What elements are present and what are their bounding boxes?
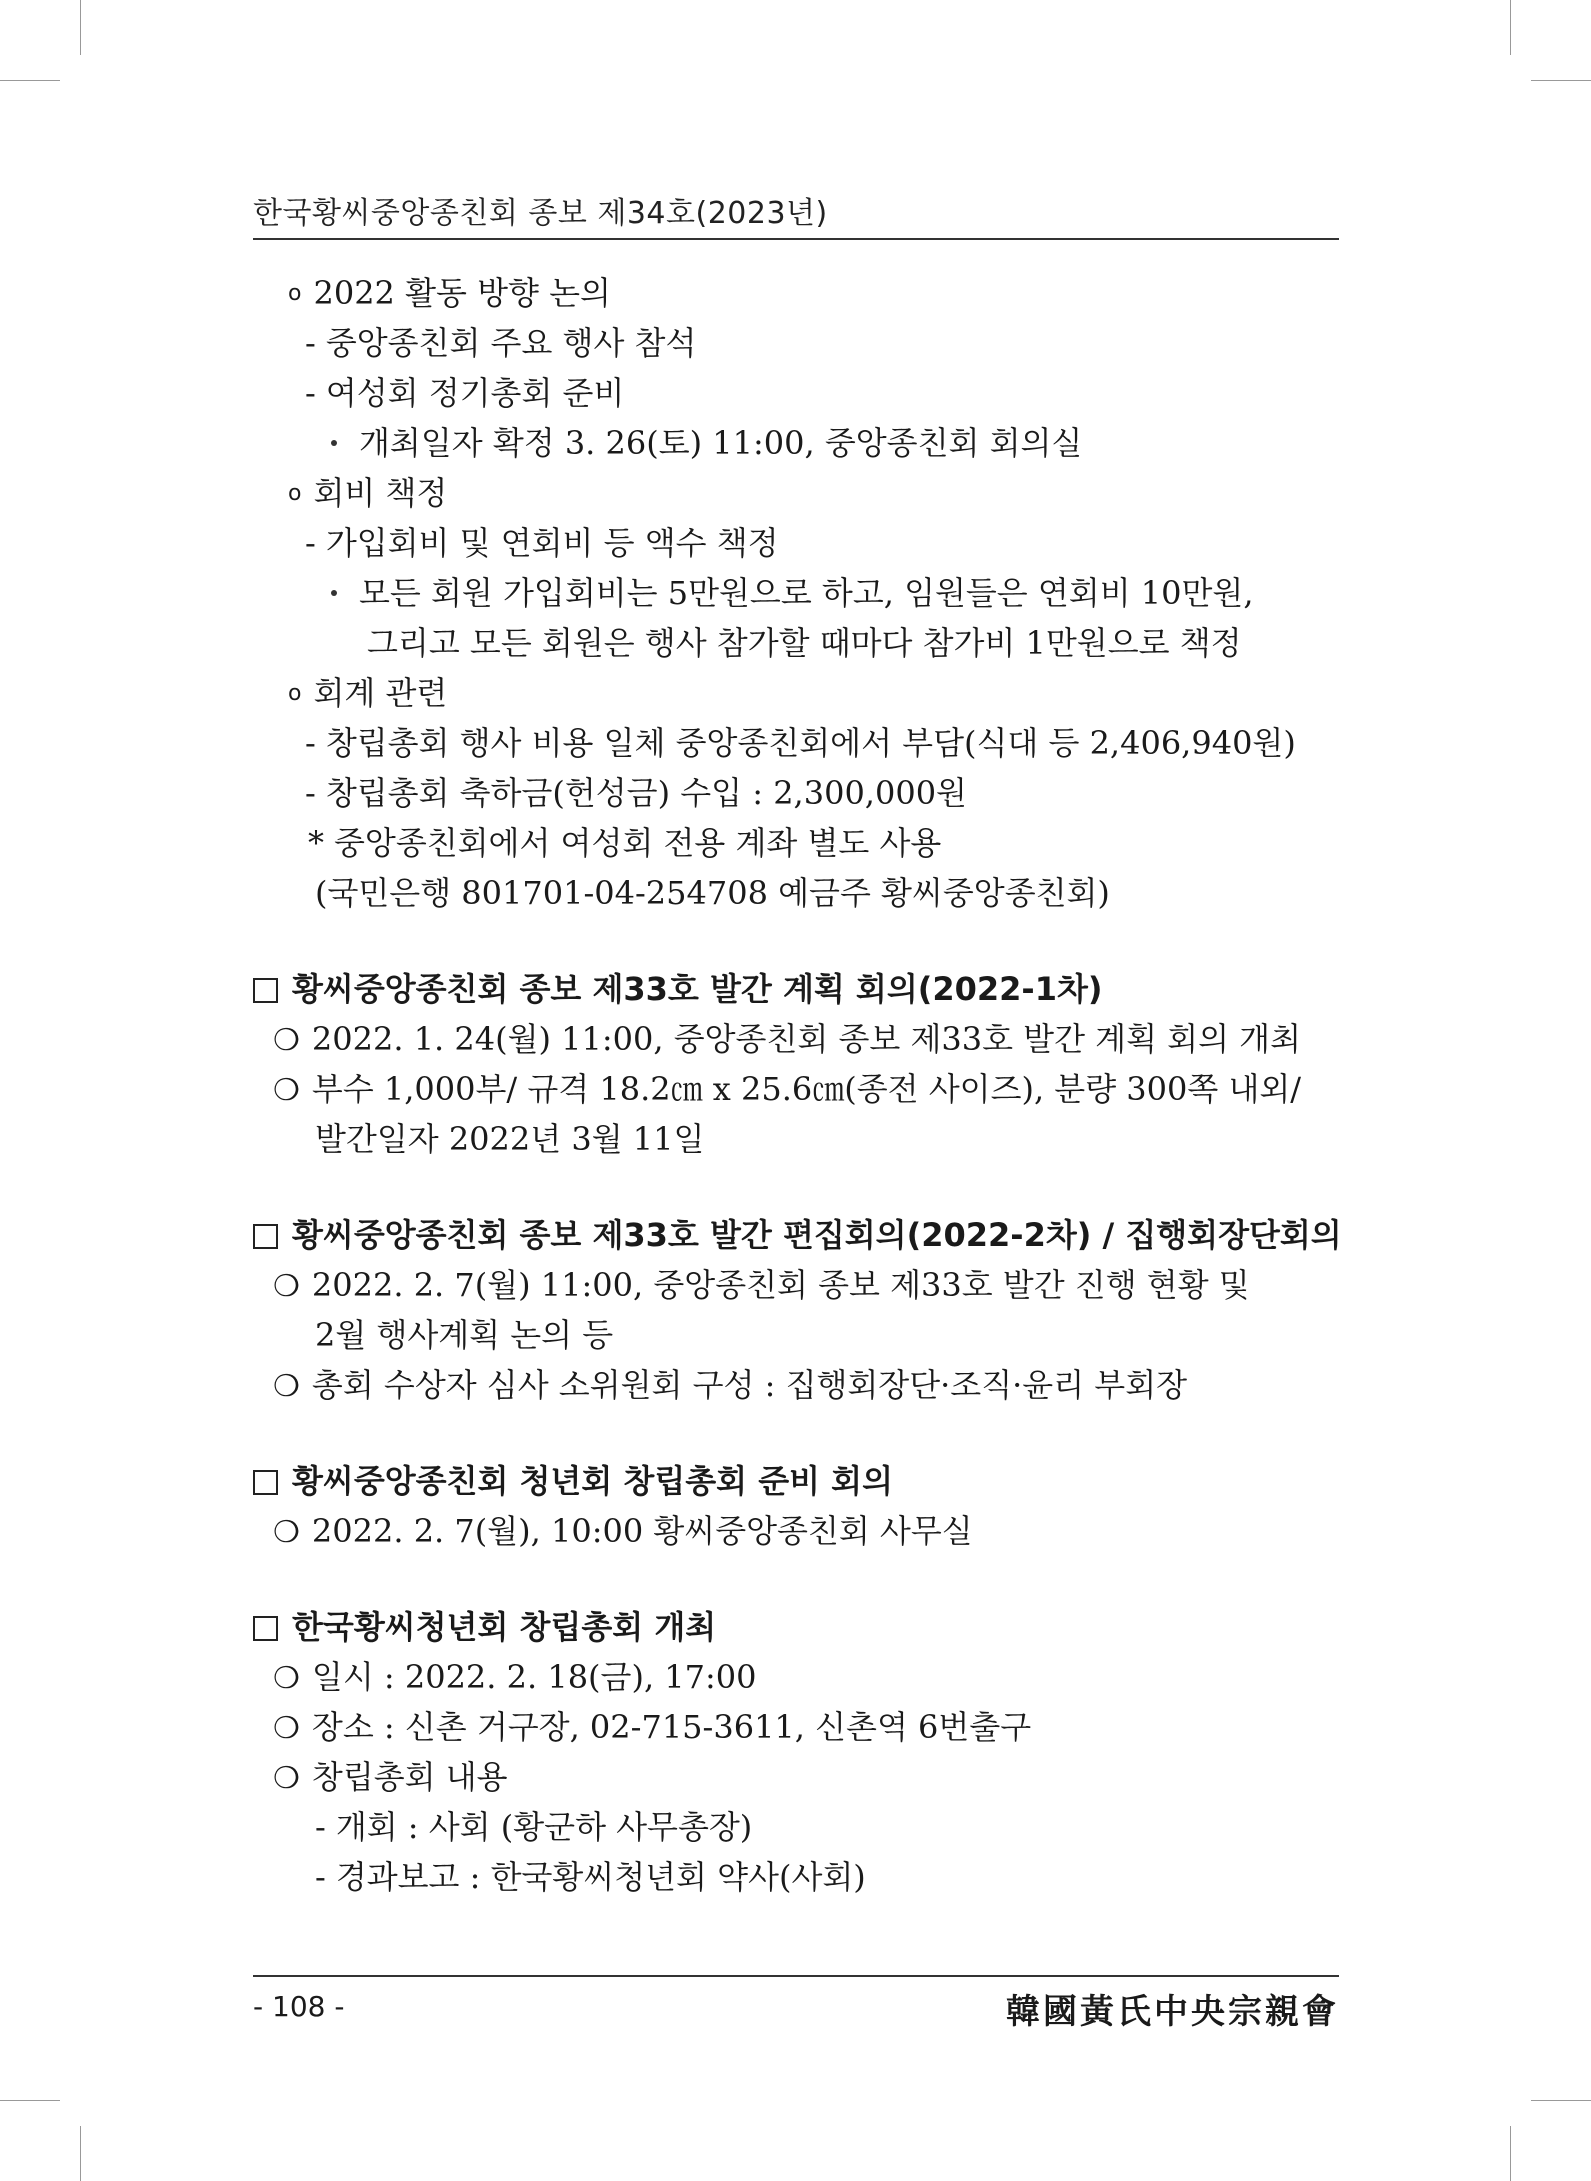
circle-bullet-icon: ❍ bbox=[273, 1073, 300, 1108]
small-circle-bullet-icon: o bbox=[288, 481, 302, 506]
item-text: 한국황씨청년회 창립총회 개최 bbox=[292, 1608, 717, 1646]
page-number: - 108 - bbox=[253, 1990, 345, 2023]
crop-mark bbox=[1531, 80, 1591, 81]
item-text: 창립총회 축하금(헌성금) 수입 : 2,300,000원 bbox=[325, 774, 967, 812]
dash-bullet-icon: - bbox=[315, 1858, 326, 1896]
circle-bullet-icon: ❍ bbox=[273, 1369, 300, 1404]
header-rule bbox=[253, 238, 1339, 240]
crop-mark bbox=[1510, 0, 1511, 55]
circle-bullet-icon: ❍ bbox=[273, 1269, 300, 1304]
document-body bbox=[253, 268, 1342, 1902]
crop-mark bbox=[1510, 2126, 1511, 2181]
dash-bullet-icon: - bbox=[305, 774, 316, 812]
section-heading bbox=[253, 1456, 1339, 1506]
list-item bbox=[253, 1852, 1339, 1902]
item-text: 모든 회원 가입회비는 5만원으로 하고, 임원들은 연회비 10만원, bbox=[359, 574, 1254, 612]
list-item bbox=[253, 1014, 1339, 1064]
list-item bbox=[253, 268, 1339, 318]
item-text: 가입회비 및 연회비 등 액수 책정 bbox=[325, 524, 779, 562]
list-item bbox=[253, 568, 1339, 618]
section-spacer bbox=[253, 1410, 1339, 1456]
small-circle-bullet-icon: o bbox=[288, 681, 302, 706]
list-item bbox=[253, 318, 1339, 368]
item-text: 중앙종친회 주요 행사 참석 bbox=[325, 324, 697, 362]
checkbox-square-icon bbox=[253, 1470, 278, 1495]
item-text: 2022. 2. 7(월) 11:00, 중앙종친회 종보 제33호 발간 진행 현황 및 bbox=[311, 1266, 1250, 1304]
list-item bbox=[253, 868, 1339, 918]
asterisk-note-icon: * bbox=[308, 824, 324, 862]
section-heading bbox=[253, 1210, 1342, 1260]
item-text: (국민은행 801701-04-254708 예금주 황씨중앙종친회) bbox=[315, 874, 1110, 912]
dot-bullet-icon bbox=[331, 440, 337, 446]
list-item bbox=[253, 1802, 1339, 1852]
dash-bullet-icon: - bbox=[315, 1808, 326, 1846]
list-item bbox=[253, 468, 1339, 518]
list-item bbox=[253, 618, 1339, 668]
list-item bbox=[253, 768, 1339, 818]
item-text: 창립총회 행사 비용 일체 중앙종친회에서 부담(식대 등 2,406,940원) bbox=[325, 724, 1296, 762]
list-item bbox=[253, 818, 1339, 868]
item-text: 중앙종친회에서 여성회 전용 계좌 별도 사용 bbox=[334, 824, 942, 862]
item-text: 총회 수상자 심사 소위원회 구성 : 집행회장단·조직·윤리 부회장 bbox=[311, 1366, 1188, 1404]
circle-bullet-icon: ❍ bbox=[273, 1761, 300, 1796]
list-item bbox=[253, 1064, 1339, 1114]
checkbox-square-icon bbox=[253, 1616, 278, 1641]
crop-mark bbox=[80, 0, 81, 55]
section-spacer bbox=[253, 1164, 1339, 1210]
document-page bbox=[253, 0, 1342, 2181]
dot-bullet-icon bbox=[331, 590, 337, 596]
item-text: 경과보고 : 한국황씨청년회 약사(사회) bbox=[335, 1858, 866, 1896]
item-text: 발간일자 2022년 3월 11일 bbox=[315, 1120, 705, 1158]
circle-bullet-icon: ❍ bbox=[273, 1023, 300, 1058]
item-text: 황씨중앙종친회 종보 제33호 발간 편집회의(2022-2차) / 집행회장단회의 bbox=[292, 1216, 1342, 1254]
list-item bbox=[253, 668, 1339, 718]
list-item bbox=[253, 1652, 1339, 1702]
section-spacer bbox=[253, 918, 1339, 964]
list-item bbox=[253, 1260, 1339, 1310]
item-text: 창립총회 내용 bbox=[311, 1758, 508, 1796]
list-item bbox=[253, 1702, 1339, 1752]
section-spacer bbox=[253, 1556, 1339, 1602]
item-text: 부수 1,000부/ 규격 18.2㎝ x 25.6㎝(종전 사이즈), 분량 300쪽 내외/ bbox=[311, 1070, 1302, 1108]
item-text: 황씨중앙종친회 청년회 창립총회 준비 회의 bbox=[292, 1462, 893, 1500]
crop-mark bbox=[0, 80, 60, 81]
list-item bbox=[253, 1360, 1339, 1410]
list-item bbox=[253, 368, 1339, 418]
item-text: 2022 활동 방향 논의 bbox=[313, 274, 611, 312]
section-heading bbox=[253, 964, 1339, 1014]
list-item bbox=[253, 1506, 1339, 1556]
circle-bullet-icon: ❍ bbox=[273, 1711, 300, 1746]
running-header: 한국황씨중앙종친회 종보 제34호(2023년) bbox=[253, 196, 828, 231]
footer-rule bbox=[253, 1975, 1339, 1977]
item-text: 2022. 1. 24(월) 11:00, 중앙종친회 종보 제33호 발간 계획 회의 개최 bbox=[311, 1020, 1301, 1058]
checkbox-square-icon bbox=[253, 978, 278, 1003]
crop-mark bbox=[1531, 2100, 1591, 2101]
item-text: 개최일자 확정 3. 26(토) 11:00, 중앙종친회 회의실 bbox=[359, 424, 1083, 462]
dash-bullet-icon: - bbox=[305, 524, 316, 562]
item-text: 장소 : 신촌 거구장, 02-715-3611, 신촌역 6번출구 bbox=[311, 1708, 1032, 1746]
item-text: 그리고 모든 회원은 행사 참가할 때마다 참가비 1만원으로 책정 bbox=[367, 624, 1242, 662]
list-item bbox=[253, 518, 1339, 568]
dash-bullet-icon: - bbox=[305, 374, 316, 412]
list-item bbox=[253, 1310, 1339, 1360]
organization-name: 韓國黃氏中央宗親會 bbox=[1006, 1992, 1339, 2032]
item-text: 개회 : 사회 (황군하 사무총장) bbox=[335, 1808, 753, 1846]
circle-bullet-icon: ❍ bbox=[273, 1661, 300, 1696]
list-item bbox=[253, 1114, 1339, 1164]
list-item bbox=[253, 718, 1339, 768]
item-text: 2022. 2. 7(월), 10:00 황씨중앙종친회 사무실 bbox=[311, 1512, 973, 1550]
item-text: 여성회 정기총회 준비 bbox=[325, 374, 625, 412]
item-text: 일시 : 2022. 2. 18(금), 17:00 bbox=[311, 1658, 757, 1696]
item-text: 황씨중앙종친회 종보 제33호 발간 계획 회의(2022-1차) bbox=[292, 970, 1103, 1008]
dash-bullet-icon: - bbox=[305, 324, 316, 362]
circle-bullet-icon: ❍ bbox=[273, 1515, 300, 1550]
crop-mark bbox=[0, 2100, 60, 2101]
dash-bullet-icon: - bbox=[305, 724, 316, 762]
list-item bbox=[253, 418, 1339, 468]
crop-mark bbox=[80, 2126, 81, 2181]
checkbox-square-icon bbox=[253, 1224, 278, 1249]
item-text: 회비 책정 bbox=[313, 474, 448, 512]
item-text: 2월 행사계획 논의 등 bbox=[315, 1316, 614, 1354]
section-heading bbox=[253, 1602, 1339, 1652]
small-circle-bullet-icon: o bbox=[288, 281, 302, 306]
list-item bbox=[253, 1752, 1339, 1802]
item-text: 회계 관련 bbox=[313, 674, 448, 712]
